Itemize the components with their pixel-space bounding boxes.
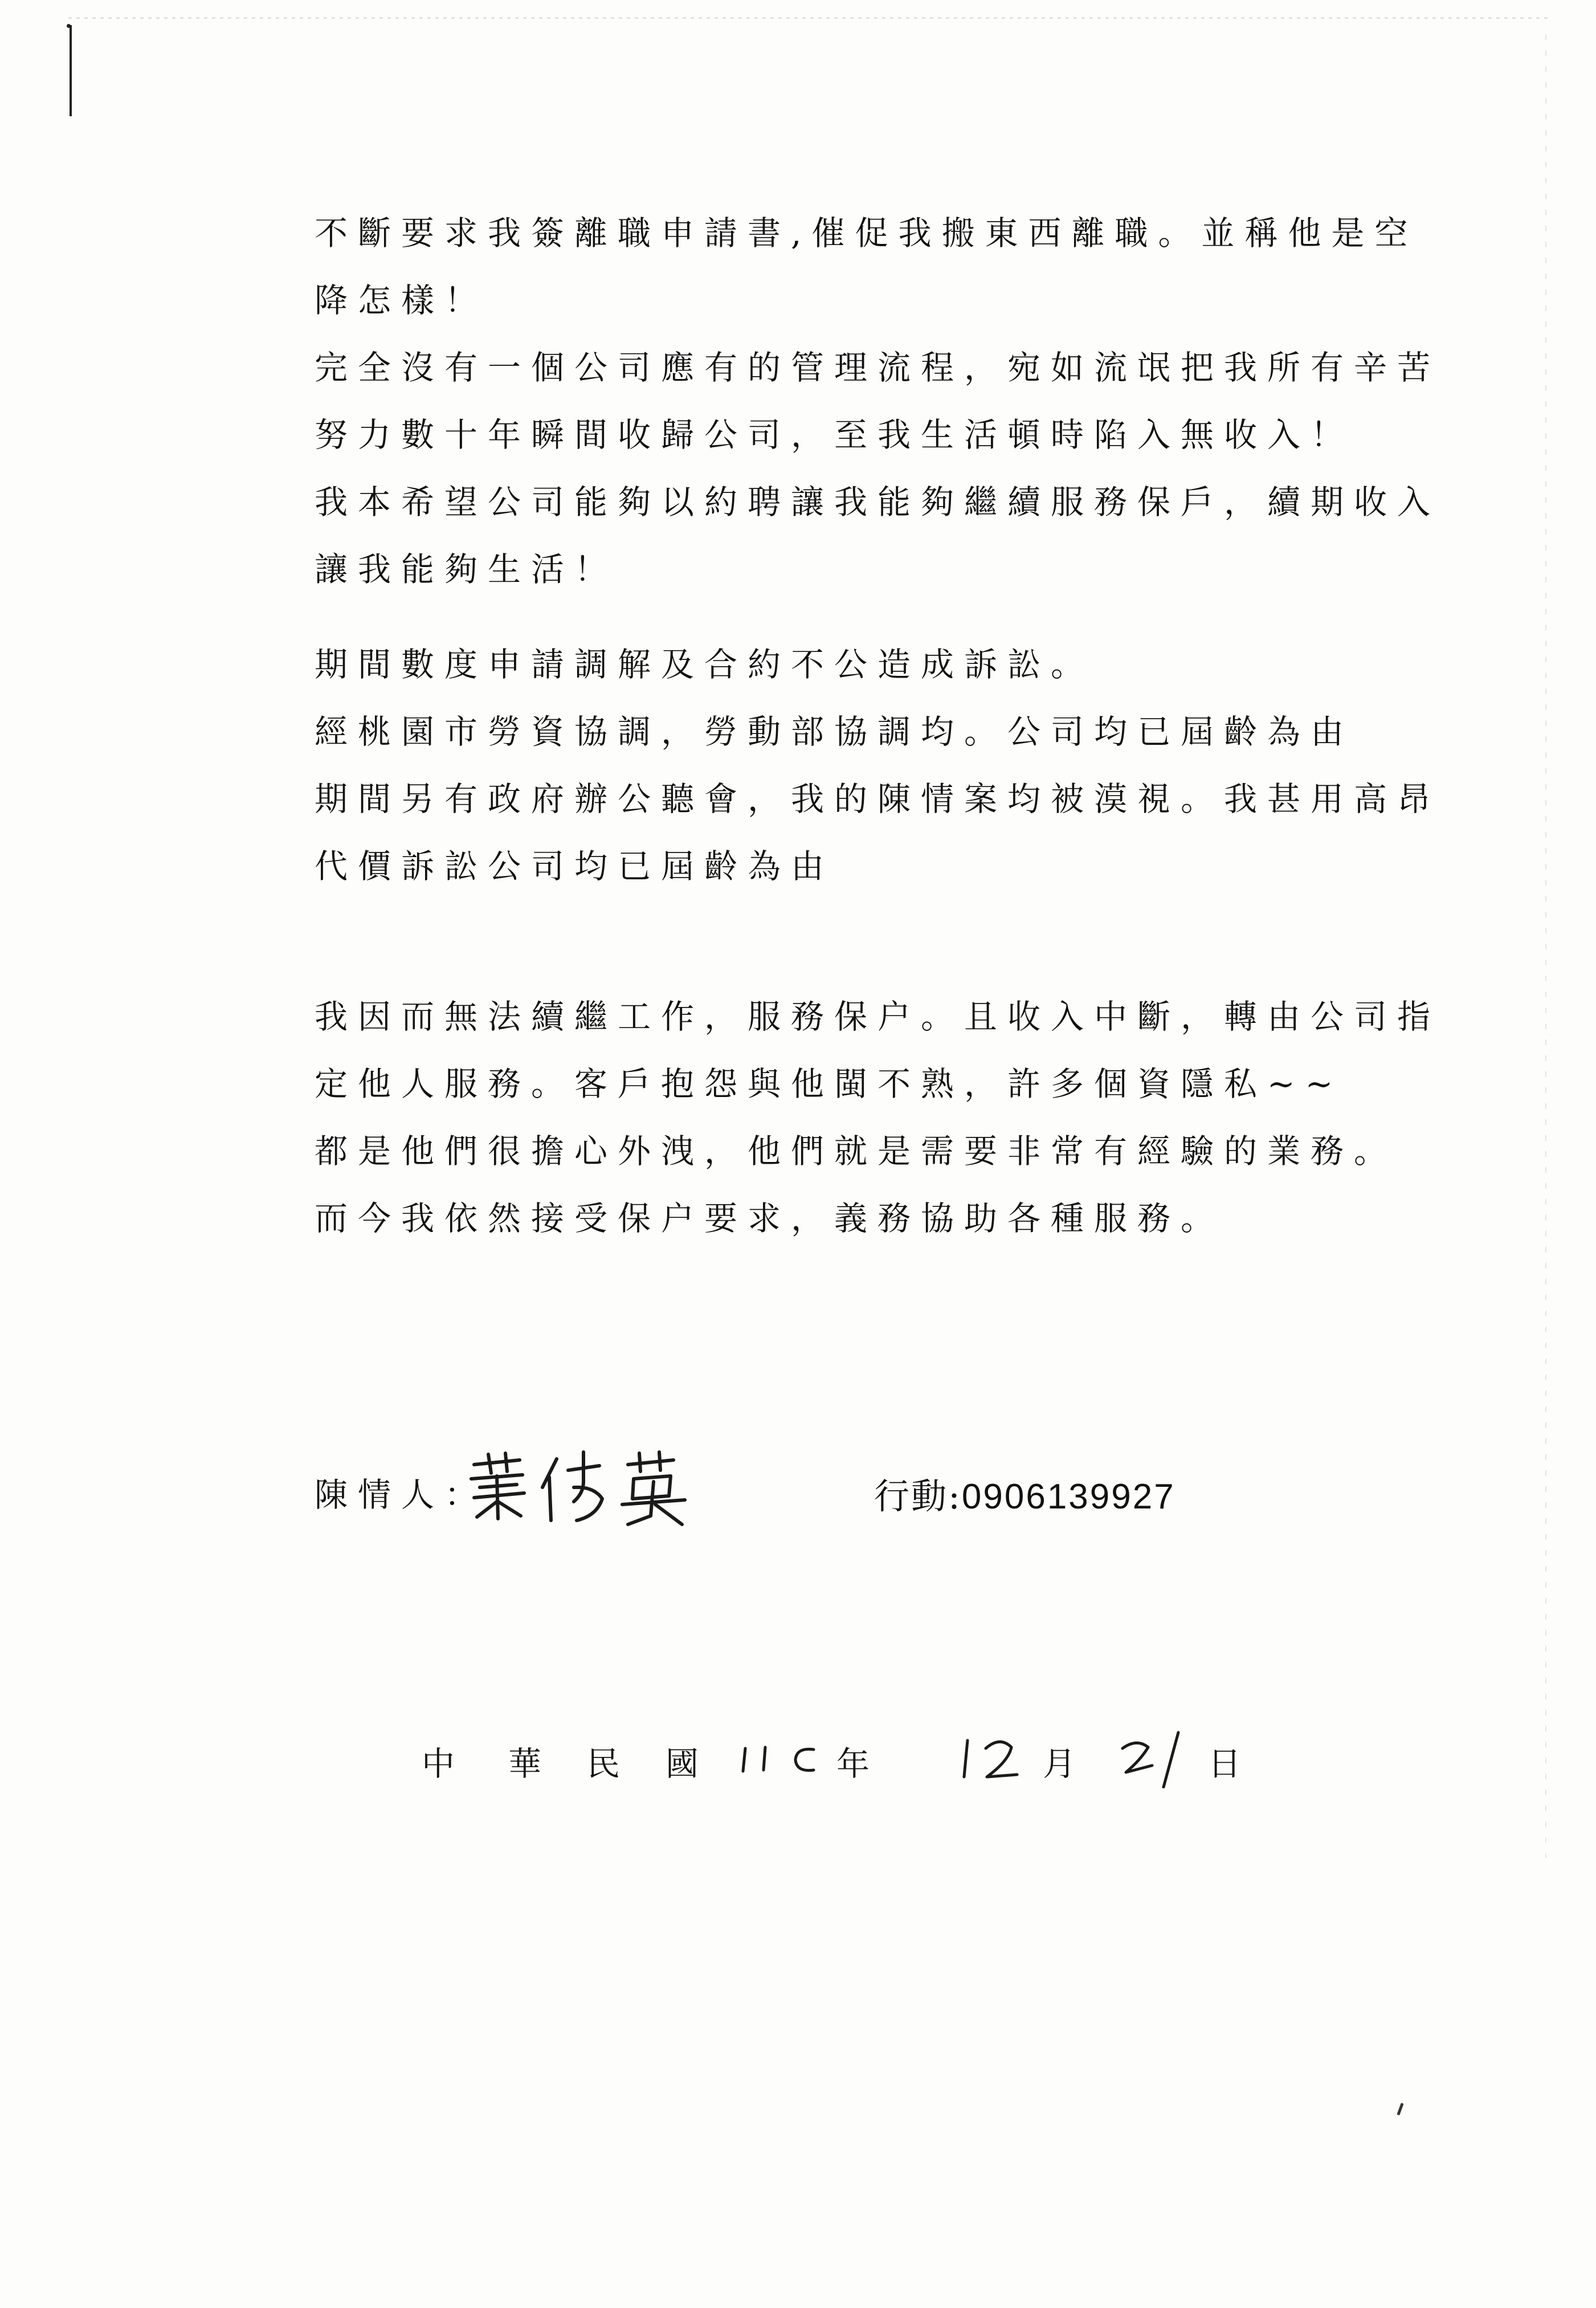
petitioner-label: 陳情人： [315, 1475, 488, 1514]
date-era-char: 國 [666, 1744, 699, 1783]
text-line: 讓我能夠生活！ [315, 550, 618, 589]
handwritten-signature [457, 1447, 708, 1527]
handwritten-year [734, 1726, 836, 1788]
paragraph [315, 631, 1441, 900]
phone-line [874, 1468, 1175, 1519]
date-month-unit: 月 [1043, 1744, 1076, 1783]
text-line: 都是他們很擔心外洩，他們就是需要非常有經驗的業務。 [315, 1132, 1398, 1171]
text-line: 而今我依然接受保户要求，義務協助各種服務。 [315, 1199, 1224, 1238]
text-line: 經桃園市勞資協調，勞動部協調均。公司均已屆齡為由 [315, 712, 1354, 751]
signature-row [315, 1447, 1397, 1527]
phone-label: 行動: [874, 1475, 962, 1517]
phone-number: 0906139927 [961, 1477, 1175, 1516]
scan-right-edge [1545, 34, 1546, 1858]
text-line: 不斷要求我簽離職申請書,催促我搬東西離職。並稱他是空 [315, 214, 1418, 252]
date-era-char: 華 [508, 1744, 542, 1783]
date-era-char: 民 [587, 1744, 621, 1783]
paragraph [315, 199, 1441, 603]
text-line: 期間另有政府辦公聽會，我的陳情案均被漠視。我甚用高昂 [315, 780, 1441, 818]
text-line: 期間數度申請調解及合約不公造成訴訟。 [315, 645, 1095, 684]
date-line [422, 1726, 1276, 1794]
text-line: 降怎樣！ [315, 281, 488, 320]
date-year-unit: 年 [836, 1744, 870, 1783]
text-line: 代價訴訟公司均已屆齡為由 [315, 847, 835, 886]
date-day-unit: 日 [1208, 1744, 1242, 1783]
scan-top-edge [68, 17, 1550, 19]
text-line: 完全沒有一個公司應有的管理流程，宛如流氓把我所有辛苦 [315, 348, 1441, 387]
text-line: 努力數十年瞬間收歸公司，至我生活頓時陷入無收入！ [315, 415, 1354, 454]
handwritten-month [952, 1726, 1048, 1788]
paragraph [315, 983, 1441, 1252]
handwritten-day [1105, 1726, 1202, 1788]
scan-speck [1397, 2103, 1403, 2115]
text-line: 我本希望公司能夠以約聘讓我能夠繼續服務保戶，續期收入 [315, 483, 1441, 521]
text-line: 我因而無法續繼工作，服務保户。且收入中斷，轉由公司指 [315, 997, 1441, 1036]
scan-left-edge [70, 25, 72, 116]
date-era-char: 中 [422, 1744, 455, 1783]
text-line: 定他人服務。客戶抱怨與他閩不熟，許多個資隱私~~ [315, 1065, 1344, 1103]
